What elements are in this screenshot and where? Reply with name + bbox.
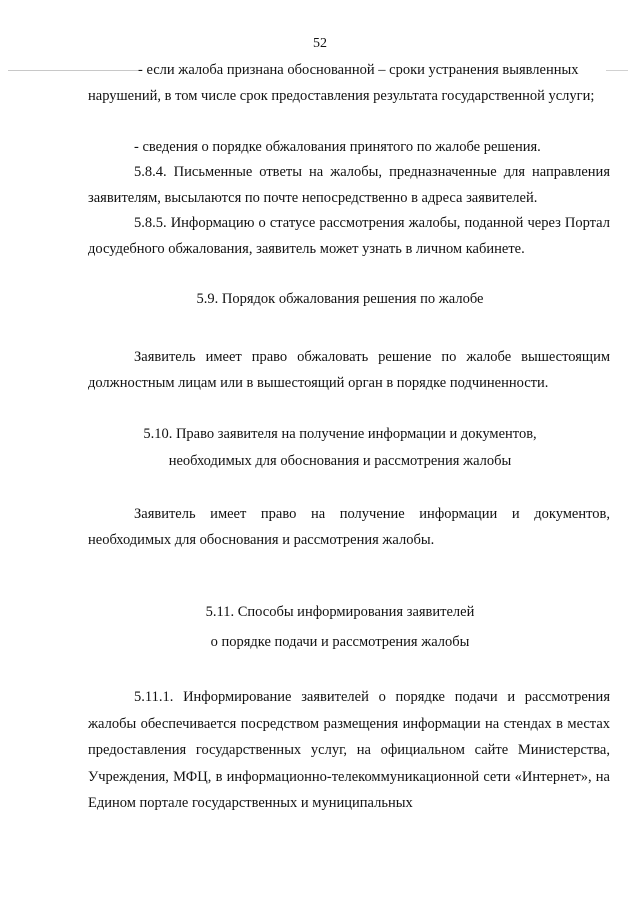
list-item-appeal-info: - сведения о порядке обжалования принятого по жалобе решения.: [134, 139, 541, 155]
section-body-5-9: Заявитель имеет право обжаловать решение по жалобе вышестоящим должностным лицам или в вышестоящий орган в порядке подчиненности.: [88, 349, 610, 391]
section-heading-5-10-line2: необходимых для обоснования и рассмотрения жалобы: [168, 453, 512, 469]
list-item-deadline-continued: нарушений, в том числе срок предоставления результата государственной услуги;: [88, 88, 595, 104]
paragraph-5-11-1: 5.11.1. Информирование заявителей о порядке подачи и рассмотрения жалобы обеспечивается посредством размещения информации на стендах в местах предоставления государственных услуг, на официальном сайте Министерства, Учреждения, МФЦ, в информационно-телекоммуникационной сети «Интернет», на Едином портале государственных и муниципальных: [88, 689, 610, 811]
scan-artifact: [8, 70, 140, 71]
section-heading-5-9: 5.9. Порядок обжалования решения по жалобе: [196, 291, 484, 307]
section-heading-5-11-line1: 5.11. Способы информирования заявителей: [205, 604, 475, 620]
section-heading-5-11-line2: о порядке подачи и рассмотрения жалобы: [210, 634, 470, 650]
paragraph-5-8-5: 5.8.5. Информацию о статусе рассмотрения жалобы, поданной через Портал досудебного обжалования, заявитель может узнать в личном кабинете.: [88, 215, 610, 257]
page-number: 52: [313, 36, 327, 51]
section-heading-5-10-line1: 5.10. Право заявителя на получение информации и документов,: [143, 426, 537, 442]
section-body-5-10-text: Заявитель имеет право на получение информации и документов, необходимых для обоснования и рассмотрения жалобы.: [88, 506, 610, 548]
list-item-deadline-line1: - если жалоба признана обоснованной – сроки устранения выявленных: [138, 62, 579, 78]
paragraph-5-8-4: 5.8.4. Письменные ответы на жалобы, предназначенные для направления заявителям, высылаются по почте непосредственно в адреса заявителей.: [88, 164, 610, 206]
